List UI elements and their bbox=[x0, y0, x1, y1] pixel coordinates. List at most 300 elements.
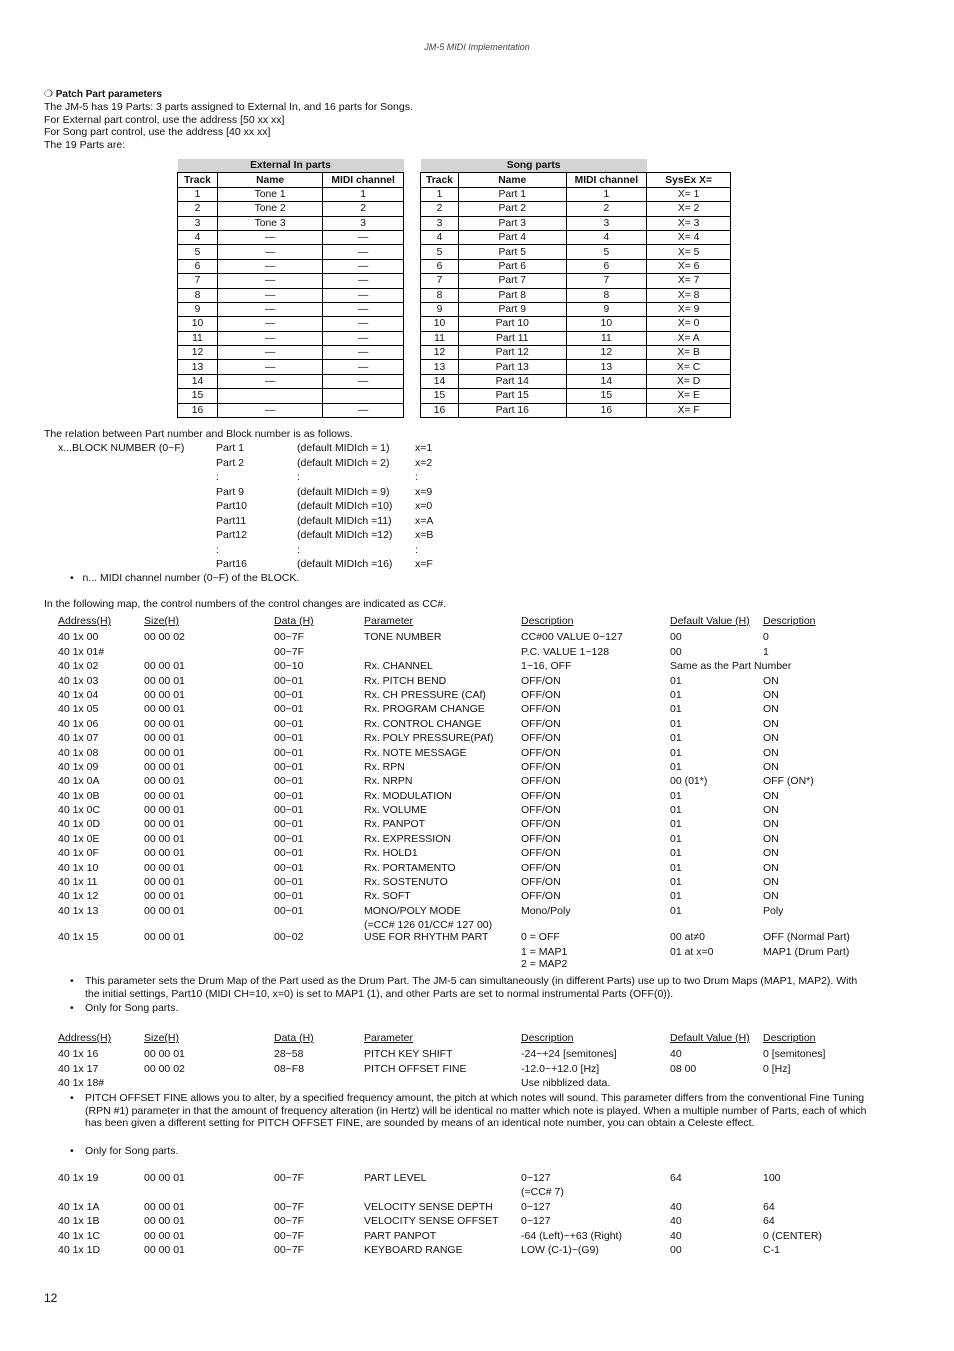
map-cell: Rx. CHANNEL bbox=[364, 660, 433, 673]
map-cell: PART PANPOT bbox=[364, 1229, 437, 1242]
map-cell: -64 (Left)~+63 (Right) bbox=[521, 1229, 622, 1242]
table-cell: 9 bbox=[178, 302, 218, 316]
map-cell: 00~7F bbox=[274, 645, 305, 658]
map-cell: OFF/ON bbox=[521, 804, 561, 817]
table-cell: 8 bbox=[178, 288, 218, 302]
map-cell: 40 bbox=[670, 1229, 682, 1242]
map-cell: 00 00 01 bbox=[144, 931, 185, 944]
table-cell: — bbox=[217, 374, 322, 388]
note-song-only-2: • Only for Song parts. bbox=[70, 1145, 870, 1158]
block-cell: (default MIDIch =11) bbox=[297, 514, 392, 527]
table-row bbox=[421, 288, 731, 302]
map-cell: 1 = MAP1 bbox=[521, 945, 568, 958]
table-cell: 13 bbox=[421, 360, 459, 374]
note-pitch-offset: • PITCH OFFSET FINE allows you to alter, by a specified frequency amount, the pitch at which notes will sound. This parameter differs from the conventional Fine Tuning (RPN #1) parameter in that the amount of frequency alteration (in Hertz) will be identical no matter which note is played. When a multiple number of Parts, each of which has been given a different setting for PITCH OFFSET FINE, are sounded by means of an identical note number, you can obtain a Celeste effect. bbox=[70, 1092, 870, 1130]
table-cell: 6 bbox=[566, 259, 647, 273]
map-cell: Rx. HOLD1 bbox=[364, 847, 418, 860]
map-cell: OFF/ON bbox=[521, 746, 561, 759]
table-cell: 5 bbox=[178, 245, 218, 259]
map-cell: 00~7F bbox=[274, 1229, 305, 1242]
table-cell: X= 0 bbox=[647, 317, 731, 331]
table-cell: 16 bbox=[421, 403, 459, 417]
map-cell: Rx. NOTE MESSAGE bbox=[364, 746, 467, 759]
column-header: Address(H) bbox=[58, 1032, 112, 1044]
table-cell: — bbox=[323, 403, 404, 417]
map-cell: 00 bbox=[670, 631, 682, 644]
table-cell: Part 8 bbox=[458, 288, 566, 302]
block-cell: x=9 bbox=[415, 485, 433, 498]
map-cell: 2 = MAP2 bbox=[521, 957, 568, 970]
map-cell: 00~01 bbox=[274, 732, 304, 745]
table-row bbox=[421, 202, 731, 216]
column-header: Description bbox=[763, 1032, 816, 1044]
map-cell: ON bbox=[763, 674, 779, 687]
block-cell: x=B bbox=[415, 529, 434, 541]
table-cell: 4 bbox=[178, 230, 218, 244]
map-cell: 100 bbox=[763, 1172, 781, 1184]
map-cell: PITCH OFFSET FINE bbox=[364, 1062, 467, 1075]
table-row bbox=[421, 360, 731, 374]
table-cell: Part 15 bbox=[458, 389, 566, 403]
table-cell: 16 bbox=[178, 403, 218, 417]
table-cell: 6 bbox=[178, 259, 218, 273]
map-cell: 40 1x 0F bbox=[58, 847, 99, 860]
column-header: Name bbox=[458, 173, 566, 187]
table-cell: 2 bbox=[323, 202, 404, 216]
map-cell: 00 00 01 bbox=[144, 789, 185, 802]
note-text: Only for Song parts. bbox=[85, 1145, 179, 1157]
column-header: Address(H) bbox=[58, 615, 112, 627]
map-cell: 00~01 bbox=[274, 832, 304, 845]
map-cell: ON bbox=[763, 818, 779, 831]
map-cell: 00~10 bbox=[274, 660, 304, 673]
note-text: Only for Song parts. bbox=[85, 1002, 179, 1014]
table-cell: 14 bbox=[421, 374, 459, 388]
map-cell: 00 00 01 bbox=[144, 1200, 185, 1213]
table-cell: Tone 3 bbox=[217, 216, 322, 230]
page-header: JM-5 MIDI Implementation bbox=[424, 42, 530, 52]
table-cell: — bbox=[217, 259, 322, 273]
table-row bbox=[178, 245, 404, 259]
table-cell: 3 bbox=[421, 216, 459, 230]
map-cell: 00~01 bbox=[274, 804, 304, 817]
table-cell: 2 bbox=[566, 202, 647, 216]
table-cell: X= 6 bbox=[647, 259, 731, 273]
table-cell: Part 5 bbox=[458, 245, 566, 259]
table-cell: 10 bbox=[178, 317, 218, 331]
map-cell: 00 00 01 bbox=[144, 832, 185, 845]
table-cell: 9 bbox=[421, 302, 459, 316]
table-cell: X= D bbox=[647, 374, 731, 388]
map-cell: 01 bbox=[670, 746, 682, 759]
table-row bbox=[421, 389, 731, 403]
map-cell: 40 1x 1A bbox=[58, 1200, 100, 1213]
map-cell: OFF/ON bbox=[521, 775, 561, 788]
map-cell: 40 1x 0C bbox=[58, 804, 101, 817]
table-row bbox=[178, 360, 404, 374]
table-cell: Part 10 bbox=[458, 317, 566, 331]
table-cell: 13 bbox=[178, 360, 218, 374]
map-cell: 00 bbox=[670, 645, 682, 658]
caption-spacer bbox=[647, 159, 731, 173]
table-cell: — bbox=[217, 317, 322, 331]
column-header: Size(H) bbox=[144, 615, 180, 627]
block-cell: Part 2 bbox=[216, 456, 245, 469]
table-cell: — bbox=[323, 274, 404, 288]
table-cell: 11 bbox=[566, 331, 647, 345]
map-cell: -12.0~+12.0 [Hz] bbox=[521, 1062, 600, 1075]
map-cell: Rx. NRPN bbox=[364, 775, 413, 788]
map-cell: 00~01 bbox=[274, 760, 304, 773]
map-cell: (=CC# 7) bbox=[521, 1186, 564, 1199]
map-cell: 40 1x 17 bbox=[58, 1062, 99, 1075]
map-cell: 00~02 bbox=[274, 931, 304, 944]
map-cell: 00 00 01 bbox=[144, 804, 185, 817]
map-cell: 40 bbox=[670, 1048, 682, 1061]
table-cell: X= B bbox=[647, 346, 731, 360]
table-cell: 15 bbox=[566, 389, 647, 403]
table-row bbox=[421, 331, 731, 345]
column-header: Name bbox=[217, 173, 322, 187]
map-cell: 0 [semitones] bbox=[763, 1048, 826, 1061]
map-cell: 00 00 02 bbox=[144, 1062, 185, 1075]
map-cell: 01 bbox=[670, 717, 682, 730]
table-row bbox=[178, 346, 404, 360]
map-cell: 00~01 bbox=[274, 789, 304, 802]
n-note-text: n... MIDI channel number (0~F) of the BLOCK. bbox=[82, 572, 300, 584]
block-cell: (default MIDIch = 9) bbox=[297, 485, 390, 498]
map-cell: TONE NUMBER bbox=[364, 631, 442, 644]
map-cell: 40 bbox=[670, 1215, 682, 1228]
map-cell: 00 00 01 bbox=[144, 1048, 185, 1061]
column-header: Default Value (H) bbox=[670, 1032, 750, 1044]
map-cell: 00~01 bbox=[274, 775, 304, 788]
map-cell: PART LEVEL bbox=[364, 1172, 427, 1184]
table-row bbox=[178, 389, 404, 403]
table-cell: 2 bbox=[178, 202, 218, 216]
map-cell: Rx. CH PRESSURE (CAf) bbox=[364, 688, 486, 701]
table-cell: Part 6 bbox=[458, 259, 566, 273]
map-cell: 01 bbox=[670, 890, 682, 903]
map-cell: OFF (ON*) bbox=[763, 775, 814, 788]
map-cell: 00~7F bbox=[274, 1243, 305, 1256]
map-cell: 01 bbox=[670, 818, 682, 831]
column-header: Track bbox=[421, 173, 459, 187]
map-cell: 00~01 bbox=[274, 818, 304, 831]
column-header: Description bbox=[521, 1032, 574, 1044]
map-cell: OFF (Normal Part) bbox=[763, 931, 850, 944]
table-cell: — bbox=[217, 403, 322, 417]
map-cell: ON bbox=[763, 732, 779, 745]
map-cell: VELOCITY SENSE DEPTH bbox=[364, 1200, 493, 1213]
table-cell: 15 bbox=[421, 389, 459, 403]
map-cell: 40 1x 04 bbox=[58, 688, 99, 701]
map-cell: Rx. MODULATION bbox=[364, 789, 452, 802]
table-row bbox=[178, 187, 404, 201]
table-row bbox=[421, 346, 731, 360]
table-row bbox=[421, 317, 731, 331]
table-cell: Part 2 bbox=[458, 202, 566, 216]
table-row bbox=[421, 230, 731, 244]
intro-line: The JM-5 has 19 Parts: 3 parts assigned to External In, and 16 parts for Songs. bbox=[44, 101, 413, 113]
map-cell: 00~01 bbox=[274, 703, 304, 716]
map-cell: 00 00 01 bbox=[144, 732, 185, 745]
map-cell: 40 1x 1D bbox=[58, 1243, 101, 1256]
table-cell: Part 7 bbox=[458, 274, 566, 288]
map-cell: LOW (C-1)~(G9) bbox=[521, 1243, 599, 1256]
table-cell: 1 bbox=[566, 187, 647, 201]
map-cell: 01 bbox=[670, 789, 682, 802]
table-row bbox=[178, 403, 404, 417]
table-cell: — bbox=[323, 230, 404, 244]
song-parts-table bbox=[420, 159, 731, 418]
map-cell: OFF/ON bbox=[521, 832, 561, 845]
block-cell: Part 9 bbox=[216, 485, 245, 498]
map-cell: 0 (CENTER) bbox=[763, 1229, 822, 1242]
table-cell: X= 5 bbox=[647, 245, 731, 259]
column-header: Size(H) bbox=[144, 1032, 180, 1044]
map-cell: 08~F8 bbox=[274, 1062, 305, 1075]
map-cell: 00 00 01 bbox=[144, 861, 185, 874]
table-cell: X= 7 bbox=[647, 274, 731, 288]
map-cell: 0~127 bbox=[521, 1215, 551, 1228]
map-cell: 00 at≠0 bbox=[670, 931, 705, 944]
map-cell: 01 bbox=[670, 732, 682, 745]
map-cell: MONO/POLY MODE bbox=[364, 904, 462, 917]
map-cell: 00~01 bbox=[274, 746, 304, 759]
block-cell: Part 1 bbox=[216, 442, 245, 454]
map-cell: Rx. PORTAMENTO bbox=[364, 861, 456, 874]
map-cell: 00 (01*) bbox=[670, 775, 708, 788]
block-cell: : bbox=[297, 471, 300, 483]
map-cell: Use nibblized data. bbox=[521, 1077, 611, 1090]
map-cell: 00~01 bbox=[274, 876, 304, 889]
column-header: MIDI channel bbox=[566, 173, 647, 187]
map-cell: OFF/ON bbox=[521, 674, 561, 687]
table-row bbox=[178, 302, 404, 316]
block-cell: x=A bbox=[415, 514, 434, 527]
map-cell: 1~16, OFF bbox=[521, 660, 572, 673]
table-cell: 8 bbox=[566, 288, 647, 302]
map-cell: 01 bbox=[670, 760, 682, 773]
page-number: 12 bbox=[44, 1291, 58, 1305]
column-header: Description bbox=[521, 615, 574, 627]
table-cell: Part 12 bbox=[458, 346, 566, 360]
map-cell: ON bbox=[763, 876, 779, 889]
map-cell: 01 bbox=[670, 832, 682, 845]
map-cell: 01 bbox=[670, 876, 682, 889]
map-cell: 00 00 01 bbox=[144, 703, 185, 716]
block-cell: : bbox=[297, 543, 300, 556]
table-row bbox=[421, 245, 731, 259]
map-cell: 64 bbox=[763, 1215, 775, 1228]
map-cell: 01 bbox=[670, 703, 682, 716]
map-cell: ON bbox=[763, 789, 779, 802]
intro-line: For External part control, use the address [50 xx xx] bbox=[44, 113, 285, 126]
map-cell: 64 bbox=[670, 1172, 682, 1184]
column-header: Parameter bbox=[364, 615, 414, 627]
map-cell: 00~01 bbox=[274, 717, 304, 730]
table-cell: — bbox=[217, 288, 322, 302]
table-cell: 14 bbox=[178, 374, 218, 388]
table-cell: 7 bbox=[421, 274, 459, 288]
map-cell: 00 00 01 bbox=[144, 746, 185, 759]
map-cell: 40 1x 0D bbox=[58, 818, 101, 831]
note-song-only-1: • Only for Song parts. bbox=[70, 1002, 870, 1015]
table-cell: — bbox=[323, 288, 404, 302]
table-cell: 6 bbox=[421, 259, 459, 273]
map-cell: 0~127 bbox=[521, 1200, 551, 1213]
map-cell: 00~7F bbox=[274, 1200, 305, 1213]
table-cell: 5 bbox=[566, 245, 647, 259]
table-caption: External In parts bbox=[178, 159, 404, 173]
block-cell: (default MIDIch =12) bbox=[297, 529, 393, 541]
map-cell: (=CC# 126 01/CC# 127 00) bbox=[364, 919, 493, 932]
table-cell: — bbox=[217, 360, 322, 374]
map-cell: 64 bbox=[763, 1200, 775, 1213]
map-cell: 00 00 01 bbox=[144, 717, 185, 730]
map-cell: 00 00 01 bbox=[144, 818, 185, 831]
table-cell: — bbox=[217, 346, 322, 360]
table-row bbox=[178, 374, 404, 388]
map-cell: 40 1x 16 bbox=[58, 1048, 99, 1061]
block-cell: x=0 bbox=[415, 500, 433, 512]
map-cell: 00 bbox=[670, 1243, 682, 1256]
map-cell: 00~7F bbox=[274, 1215, 305, 1228]
map-cell: OFF/ON bbox=[521, 861, 561, 874]
table-row bbox=[178, 317, 404, 331]
map-cell: 00~01 bbox=[274, 847, 304, 860]
map-cell: 40 1x 01# bbox=[58, 645, 105, 658]
table-cell: 1 bbox=[421, 187, 459, 201]
map-cell: Rx. EXPRESSION bbox=[364, 832, 451, 845]
table-cell: Part 9 bbox=[458, 302, 566, 316]
map-cell: CC#00 VALUE 0~127 bbox=[521, 631, 623, 644]
table-row bbox=[421, 403, 731, 417]
n-note: • n... MIDI channel number (0~F) of the BLOCK. bbox=[70, 572, 300, 584]
table-cell: 12 bbox=[178, 346, 218, 360]
table-cell: 2 bbox=[421, 202, 459, 216]
map-cell: OFF/ON bbox=[521, 847, 561, 860]
column-header: Track bbox=[178, 173, 218, 187]
block-cell: : bbox=[216, 471, 219, 483]
map-cell: ON bbox=[763, 703, 779, 716]
map-cell: MAP1 (Drum Part) bbox=[763, 945, 850, 958]
table-row bbox=[421, 274, 731, 288]
map-cell: 40 1x 10 bbox=[58, 861, 99, 874]
map-cell: 00~7F bbox=[274, 1172, 305, 1184]
map-cell: 40 1x 00 bbox=[58, 631, 99, 644]
map-cell: 40 1x 0E bbox=[58, 832, 100, 845]
map-cell: 00~7F bbox=[274, 631, 305, 644]
block-cell: Part10 bbox=[216, 500, 247, 512]
table-cell: Part 3 bbox=[458, 216, 566, 230]
map-cell: 40 1x 07 bbox=[58, 732, 99, 745]
map-cell: ON bbox=[763, 804, 779, 817]
map-cell: 00 00 01 bbox=[144, 890, 185, 903]
table-cell: Part 11 bbox=[458, 331, 566, 345]
map-cell: Rx. SOSTENUTO bbox=[364, 876, 448, 889]
column-header: Parameter bbox=[364, 1032, 414, 1044]
map-cell: Mono/Poly bbox=[521, 904, 571, 917]
map-cell: 1 bbox=[763, 645, 769, 658]
map-cell: 00 00 01 bbox=[144, 1215, 185, 1228]
table-cell: — bbox=[217, 245, 322, 259]
map-cell: USE FOR RHYTHM PART bbox=[364, 931, 489, 944]
table-cell: — bbox=[217, 274, 322, 288]
map-cell: Rx. CONTROL CHANGE bbox=[364, 717, 482, 730]
map-cell: KEYBOARD RANGE bbox=[364, 1243, 463, 1256]
table-row bbox=[178, 288, 404, 302]
table-cell: — bbox=[217, 230, 322, 244]
table-row bbox=[421, 259, 731, 273]
map-cell: 00 00 01 bbox=[144, 876, 185, 889]
map-cell: P.C. VALUE 1~128 bbox=[521, 645, 610, 658]
table-cell: X= 8 bbox=[647, 288, 731, 302]
map-cell: 00 00 01 bbox=[144, 904, 185, 917]
map-cell: 00 00 01 bbox=[144, 775, 185, 788]
table-cell: X= 4 bbox=[647, 230, 731, 244]
map-cell: ON bbox=[763, 760, 779, 773]
column-header: SysEx X= bbox=[647, 173, 731, 187]
table-cell: — bbox=[323, 374, 404, 388]
map-cell: Poly bbox=[763, 904, 784, 917]
map-intro: In the following map, the control numbers of the control changes are indicated as CC#. bbox=[44, 598, 447, 610]
map-cell: 01 at x=0 bbox=[670, 945, 714, 958]
table-cell: X= 2 bbox=[647, 202, 731, 216]
map-cell: Rx. SOFT bbox=[364, 890, 411, 903]
map-cell: VELOCITY SENSE OFFSET bbox=[364, 1215, 499, 1228]
table-cell: — bbox=[323, 317, 404, 331]
table-cell: 3 bbox=[178, 216, 218, 230]
column-header: Default Value (H) bbox=[670, 615, 750, 627]
intro-line: The 19 Parts are: bbox=[44, 138, 126, 151]
table-cell: 7 bbox=[566, 274, 647, 288]
table-cell: Tone 1 bbox=[217, 187, 322, 201]
table-cell: Part 4 bbox=[458, 230, 566, 244]
block-cell: : bbox=[216, 543, 219, 556]
table-cell: Part 16 bbox=[458, 403, 566, 417]
map-cell: Rx. RPN bbox=[364, 760, 405, 773]
map-cell: 40 1x 15 bbox=[58, 931, 99, 944]
map-cell: 40 1x 1B bbox=[58, 1215, 100, 1228]
map-cell: ON bbox=[763, 832, 779, 845]
map-cell: 40 1x 09 bbox=[58, 760, 99, 773]
table-cell: 11 bbox=[421, 331, 459, 345]
table-cell: — bbox=[323, 331, 404, 345]
map-cell: C-1 bbox=[763, 1243, 780, 1256]
table-row bbox=[421, 187, 731, 201]
map-cell: ON bbox=[763, 861, 779, 874]
table-cell: — bbox=[323, 245, 404, 259]
map-cell: OFF/ON bbox=[521, 818, 561, 831]
map-cell: 28~58 bbox=[274, 1048, 304, 1061]
map-cell: ON bbox=[763, 746, 779, 759]
map-cell: 40 1x 13 bbox=[58, 904, 99, 917]
map-cell: Rx. PITCH BEND bbox=[364, 674, 447, 687]
map-cell: 40 bbox=[670, 1200, 682, 1213]
map-cell: 00 00 01 bbox=[144, 847, 185, 860]
external-in-parts-table bbox=[177, 159, 404, 418]
table-cell: Part 1 bbox=[458, 187, 566, 201]
map-cell: 00 00 01 bbox=[144, 760, 185, 773]
map-cell: 00~01 bbox=[274, 890, 304, 903]
table-cell: 4 bbox=[566, 230, 647, 244]
table-cell: 10 bbox=[566, 317, 647, 331]
table-cell: 7 bbox=[178, 274, 218, 288]
block-cell: x=1 bbox=[415, 442, 433, 454]
map-cell: 00~01 bbox=[274, 904, 304, 917]
